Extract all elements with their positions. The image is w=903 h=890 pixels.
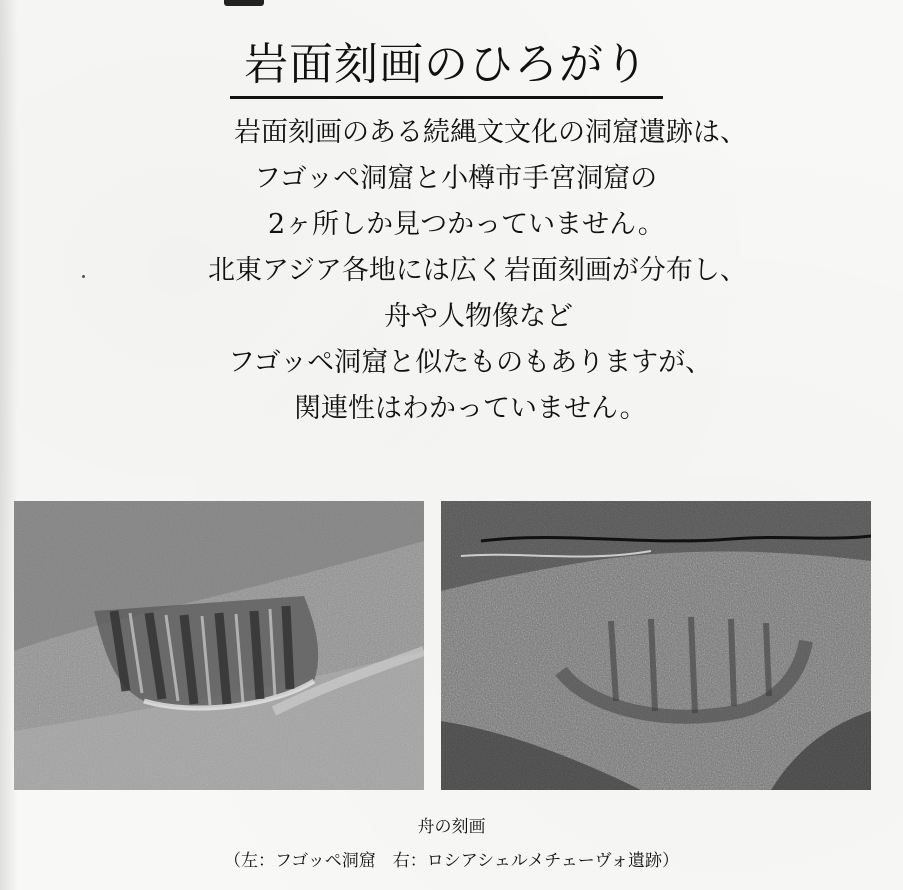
body-line-4: 北東アジア各地には広く岩面刻画が分布し、 [208, 255, 747, 286]
body-line-2: フゴッペ洞窟と小樽市手宮洞窟の [254, 163, 658, 194]
body-line-3: 2ヶ所しか見つかっていません。 [268, 209, 665, 240]
photo-shelmechevo-boat-carving [441, 501, 871, 790]
body-line-7: 関連性はわかっていません。 [294, 393, 647, 424]
figure-caption-detail: （左：フゴッペ洞窟 右：ロシアシェルメチェーヴォ遺跡） [223, 851, 680, 871]
scan-speck [82, 275, 85, 278]
body-paragraph [150, 110, 830, 432]
page-title-text: 岩面刻画のひろがり [230, 28, 663, 99]
body-line-5: 舟や人物像など [384, 301, 573, 332]
body-line-1: 岩面刻画のある続縄文文化の洞窟遺跡は、 [234, 117, 747, 148]
figure-caption-title: 舟の刻画 [417, 817, 486, 837]
page-title [0, 28, 903, 99]
cropped-text-fragment [224, 0, 264, 6]
photo-fugoppe-boat-carving [14, 501, 424, 790]
body-line-6: フゴッペ洞窟と似たものもありますが、 [228, 347, 713, 378]
